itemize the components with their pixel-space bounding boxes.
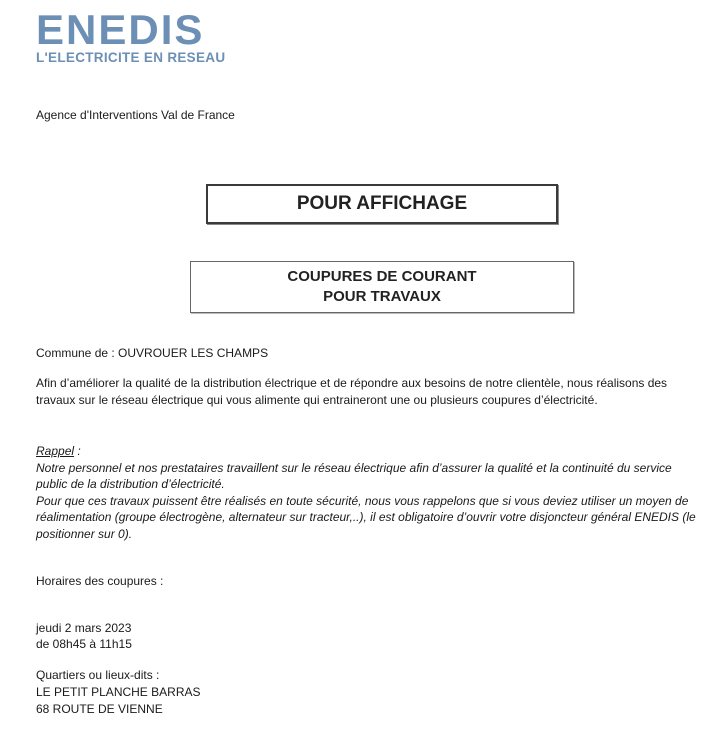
logo-text: ENEDIS	[36, 7, 205, 49]
intro-paragraph: Afin d’améliorer la qualité de la distribution électrique et de répondre aux besoins de notre clientèle, nous réalisons des travaux sur le réseau électrique qui vous alimente qui entraineront une ou plusieurs coupures d’électricité.	[36, 376, 668, 407]
schedule-date: jeudi 2 mars 2023	[36, 621, 132, 635]
enedis-logo	[36, 7, 216, 49]
rappel-heading	[36, 443, 704, 460]
title-coupures	[190, 261, 574, 313]
rappel-line1: Notre personnel et nos prestataires travaillent sur le réseau électrique afin d’assurer la qualité et la continuité du service public de la distribution d’électricité.	[36, 460, 672, 491]
rappel-label: Rappel	[36, 444, 75, 458]
schedule-time: de 08h45 à 11h15	[36, 637, 132, 651]
rappel-section	[36, 443, 704, 542]
horaires-label: Horaires des coupures :	[36, 574, 164, 588]
title-affichage-text: POUR AFFICHAGE	[296, 193, 468, 214]
title-coupures-line1: COUPURES DE COURANT	[287, 268, 477, 285]
title-affichage	[206, 184, 558, 224]
rappel-line2: Pour que ces travaux puissent être réalisés en toute sécurité, nous vous rappelons que si vous deviez utiliser un moyen de réalimentation (groupe électrogène, alternateur sur tracteur,..), il est obligatoire d’ouvrir votre disjoncteur général ENEDIS (le positionner sur 0).	[36, 493, 696, 541]
quartiers-label: Quartiers ou lieux-dits :	[36, 668, 160, 682]
logo-tagline: L'ELECTRICITE EN RESEAU	[36, 50, 226, 65]
lieu-item: 68 ROUTE DE VIENNE	[36, 702, 163, 716]
lieu-item: LE PETIT PLANCHE BARRAS	[36, 685, 201, 699]
commune-line: Commune de : OUVROUER LES CHAMPS	[36, 346, 269, 360]
rappel-suffix: :	[74, 444, 81, 458]
title-coupures-line2: POUR TRAVAUX	[323, 288, 441, 305]
agency-name: Agence d'Interventions Val de France	[36, 108, 235, 122]
